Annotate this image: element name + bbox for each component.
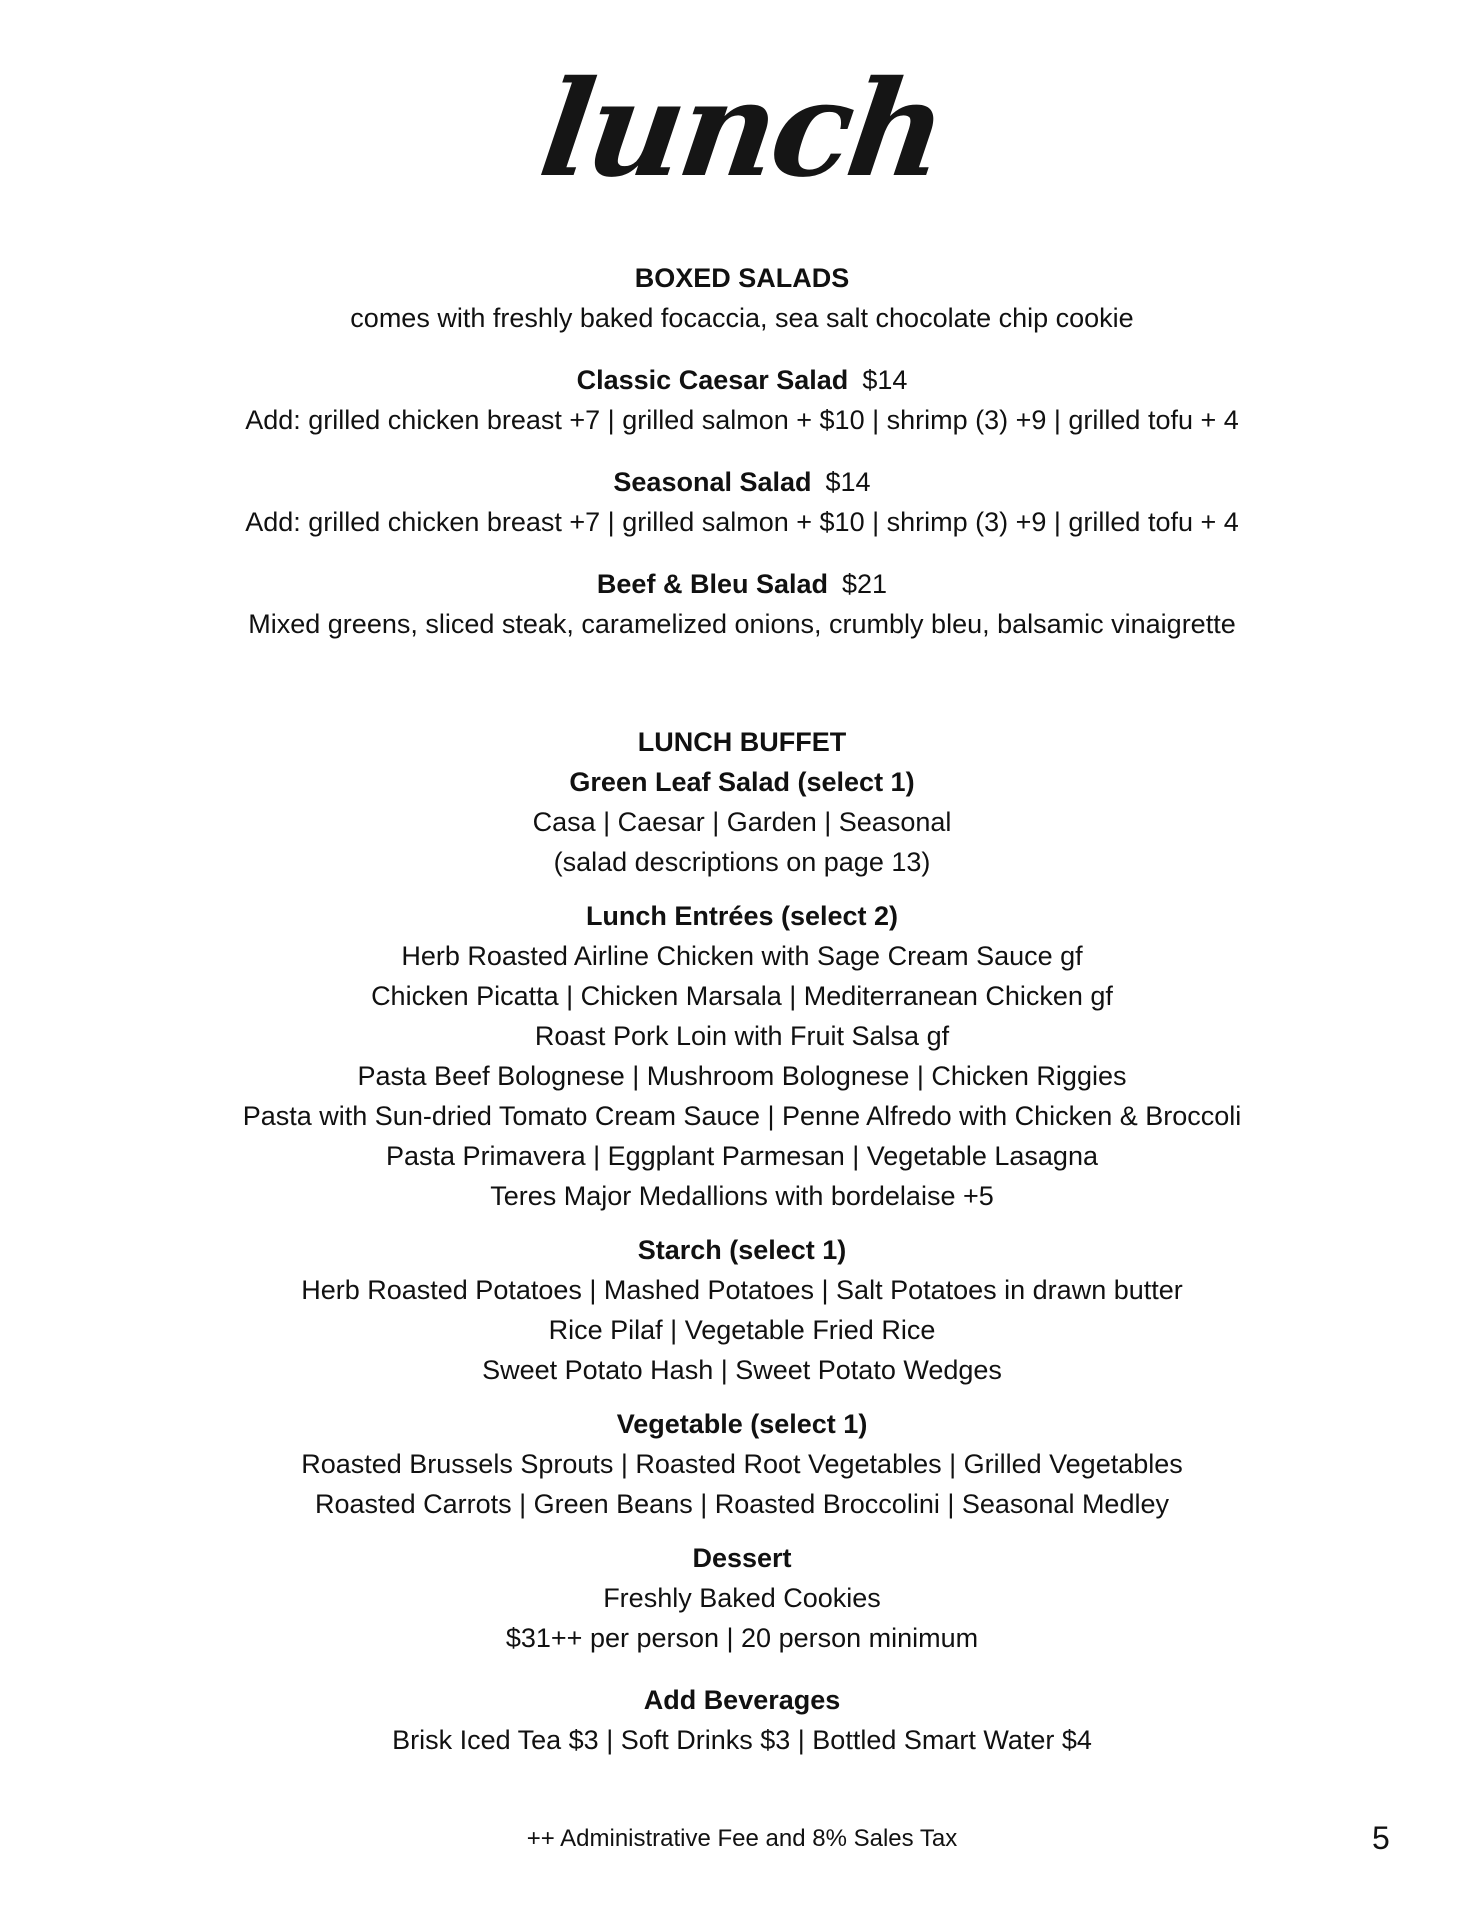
group-line: Brisk Iced Tea $3 | Soft Drinks $3 | Bottled Smart Water $4: [392, 1725, 1092, 1755]
starch-group: [0, 1230, 1484, 1390]
group-heading: Vegetable (select 1): [616, 1409, 868, 1439]
group-line: Rice Pilaf | Vegetable Fried Rice: [548, 1315, 936, 1345]
green-leaf-group: [0, 762, 1484, 882]
group-heading: Dessert: [692, 1543, 792, 1573]
item-name: Beef & Bleu Salad: [596, 569, 828, 599]
group-heading: Add Beverages: [643, 1685, 841, 1715]
item-price: $14: [825, 467, 871, 497]
group-line: $31++ per person | 20 person minimum: [505, 1623, 979, 1653]
item-price: $21: [842, 569, 888, 599]
group-line: Pasta Beef Bolognese | Mushroom Bolognese | Chicken Riggies: [357, 1061, 1127, 1091]
group-line: Roast Pork Loin with Fruit Salsa gf: [534, 1021, 950, 1051]
item-detail: Mixed greens, sliced steak, caramelized onions, crumbly bleu, balsamic vinaigrette: [248, 609, 1236, 639]
beverages-group: [0, 1680, 1484, 1760]
group-line: Herb Roasted Potatoes | Mashed Potatoes | Salt Potatoes in drawn butter: [301, 1275, 1183, 1305]
lunch-buffet-heading: LUNCH BUFFET: [637, 727, 847, 757]
group-line: Roasted Brussels Sprouts | Roasted Root Vegetables | Grilled Vegetables: [301, 1449, 1183, 1479]
menu-content: [0, 258, 1484, 1760]
group-line: Roasted Carrots | Green Beans | Roasted Broccolini | Seasonal Medley: [315, 1489, 1169, 1519]
group-line: Casa | Caesar | Garden | Seasonal: [532, 807, 952, 837]
item-detail: Add: grilled chicken breast +7 | grilled salmon + $10 | shrimp (3) +9 | grilled tofu + 4: [245, 405, 1239, 435]
group-heading: Lunch Entrées (select 2): [585, 901, 899, 931]
group-line: (salad descriptions on page 13): [553, 847, 931, 877]
group-line: Pasta with Sun-dried Tomato Cream Sauce | Penne Alfredo with Chicken & Broccoli: [242, 1101, 1242, 1131]
dessert-group: [0, 1538, 1484, 1658]
group-heading: Green Leaf Salad (select 1): [569, 767, 915, 797]
boxed-salads-subtitle: comes with freshly baked focaccia, sea salt chocolate chip cookie: [350, 303, 1134, 333]
group-line: Pasta Primavera | Eggplant Parmesan | Vegetable Lasagna: [386, 1141, 1098, 1171]
group-line: Herb Roasted Airline Chicken with Sage Cream Sauce gf: [401, 941, 1083, 971]
item-name: Seasonal Salad: [613, 467, 812, 497]
page-title: lunch: [531, 52, 953, 207]
item-name: Classic Caesar Salad: [576, 365, 849, 395]
menu-item-seasonal-salad: [0, 462, 1484, 542]
boxed-salads-heading: BOXED SALADS: [634, 263, 850, 293]
lunch-buffet-section: [0, 722, 1484, 1760]
page-number: 5: [1372, 1820, 1390, 1856]
footer-note: ++ Administrative Fee and 8% Sales Tax: [526, 1825, 958, 1852]
menu-item-beef-bleu: [0, 564, 1484, 644]
item-detail: Add: grilled chicken breast +7 | grilled salmon + $10 | shrimp (3) +9 | grilled tofu + 4: [245, 507, 1239, 537]
group-line: Chicken Picatta | Chicken Marsala | Mediterranean Chicken gf: [371, 981, 1113, 1011]
item-price: $14: [862, 365, 908, 395]
group-heading: Starch (select 1): [637, 1235, 847, 1265]
group-line: Freshly Baked Cookies: [603, 1583, 881, 1613]
vegetable-group: [0, 1404, 1484, 1524]
menu-item-classic-caesar: [0, 360, 1484, 440]
group-line: Teres Major Medallions with bordelaise +5: [490, 1181, 994, 1211]
group-line: Sweet Potato Hash | Sweet Potato Wedges: [482, 1355, 1002, 1385]
boxed-salads-section: [0, 258, 1484, 644]
entrees-group: [0, 896, 1484, 1216]
